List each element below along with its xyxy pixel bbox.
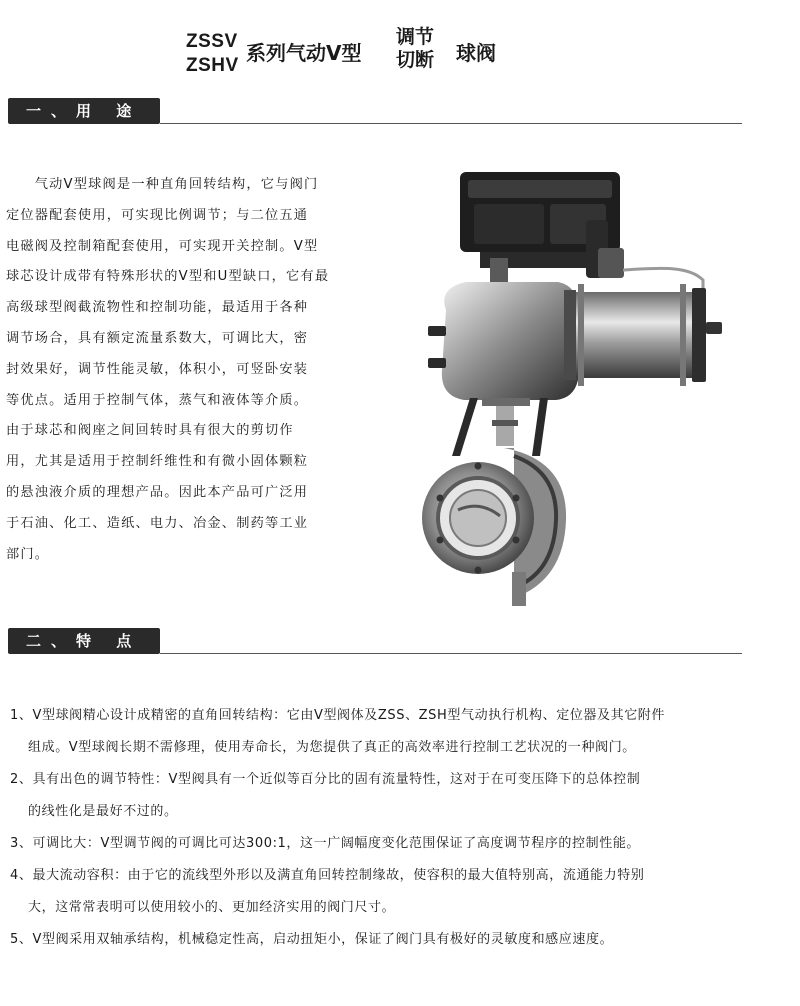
usage-line: 调节场合，具有额定流量系数大，可调比大，密	[6, 330, 309, 346]
section-label-usage: 一、用 途	[26, 102, 142, 120]
pneumatic-cylinder	[564, 284, 722, 386]
feature-line-continued: 组成。V型球阀长期不需修理，使用寿命长，为您提供了真正的高效率进行控制工艺状况的一种阀门。	[28, 740, 636, 755]
feature-item	[10, 928, 770, 960]
features-list	[10, 704, 770, 960]
feature-item	[10, 704, 770, 768]
title-suffix: 球阀	[456, 41, 496, 65]
section-bar	[8, 98, 160, 124]
v-ball-valve-body	[422, 448, 566, 606]
title-modes	[396, 26, 434, 72]
usage-line: 定位器配套使用，可实现比例调节；与二位五通	[6, 207, 309, 223]
section-header-features	[8, 628, 748, 656]
title-model-zssv: ZSSV	[186, 31, 238, 52]
usage-line: 用，尤其是适用于控制纤维性和有微小固体颗粒	[6, 454, 309, 470]
title-model-zshv: ZSHV	[186, 55, 239, 76]
usage-paragraph	[6, 170, 362, 570]
document-title	[0, 24, 800, 84]
section-divider	[160, 653, 742, 655]
feature-line-continued: 大，这常常表明可以使用较小的、更加经济实用的阀门尺寸。	[28, 900, 396, 915]
usage-line: 等优点。适用于控制气体，蒸气和液体等介质。	[6, 392, 309, 408]
section-label-features: 二、特 点	[26, 632, 142, 650]
title-series-text: 系列气动V型	[246, 41, 362, 65]
feature-item	[10, 832, 770, 864]
usage-line: 的悬浊液介质的理想产品。因此本产品可广泛用	[6, 484, 309, 500]
usage-line: 高级球型阀截流物性和控制功能，最适用于各种	[6, 300, 309, 316]
feature-line: 1、V型球阀精心设计成精密的直角回转结构：它由V型阀体及ZSS、ZSH型气动执行机构、定位器及其它附件	[10, 708, 666, 723]
actuator-housing	[428, 282, 578, 400]
feature-line: 3、可调比大：V型调节阀的可调比可达300:1，这一广阔幅度变化范围保证了高度调节程序的控制性能。	[10, 836, 641, 851]
usage-line: 部门。	[6, 546, 50, 562]
usage-line: 于石油、化工、造纸、电力、冶金、制药等工业	[6, 515, 309, 531]
section-divider	[160, 123, 742, 125]
usage-line: 封效果好，调节性能灵敏，体积小，可竖卧安装	[6, 361, 309, 377]
title-mode-regulate: 调节	[396, 26, 435, 48]
feature-line: 4、最大流动容积：由于它的流线型外形以及满直角回转控制缘故，使容积的最大值特别高，流通能力特别	[10, 868, 645, 883]
feature-line: 5、V型阀采用双轴承结构，机械稳定性高，启动扭矩小，保证了阀门具有极好的灵敏度和感应速度。	[10, 932, 614, 947]
mounting-bracket	[452, 398, 548, 456]
feature-item	[10, 864, 770, 928]
valve-product-image	[418, 160, 738, 620]
usage-line: 气动V型球阀是一种直角回转结构，它与阀门	[6, 177, 319, 192]
feature-line-continued: 的线性化是最好不过的。	[28, 804, 178, 819]
feature-item	[10, 768, 770, 832]
section-header-usage	[8, 98, 748, 126]
usage-line: 由于球芯和阀座之间回转时具有很大的剪切作	[6, 423, 294, 439]
usage-line: 球芯设计成带有特殊形状的V型和U型缺口，它有最	[6, 269, 330, 285]
title-models	[186, 30, 239, 78]
section-bar	[8, 628, 160, 654]
usage-line: 电磁阀及控制箱配套使用，可实现开关控制。V型	[6, 238, 319, 254]
title-mode-shutoff: 切断	[396, 49, 435, 71]
feature-line: 2、具有出色的调节特性：V型阀具有一个近似等百分比的固有流量特性，这对于在可变压降下的总体控制	[10, 772, 641, 787]
